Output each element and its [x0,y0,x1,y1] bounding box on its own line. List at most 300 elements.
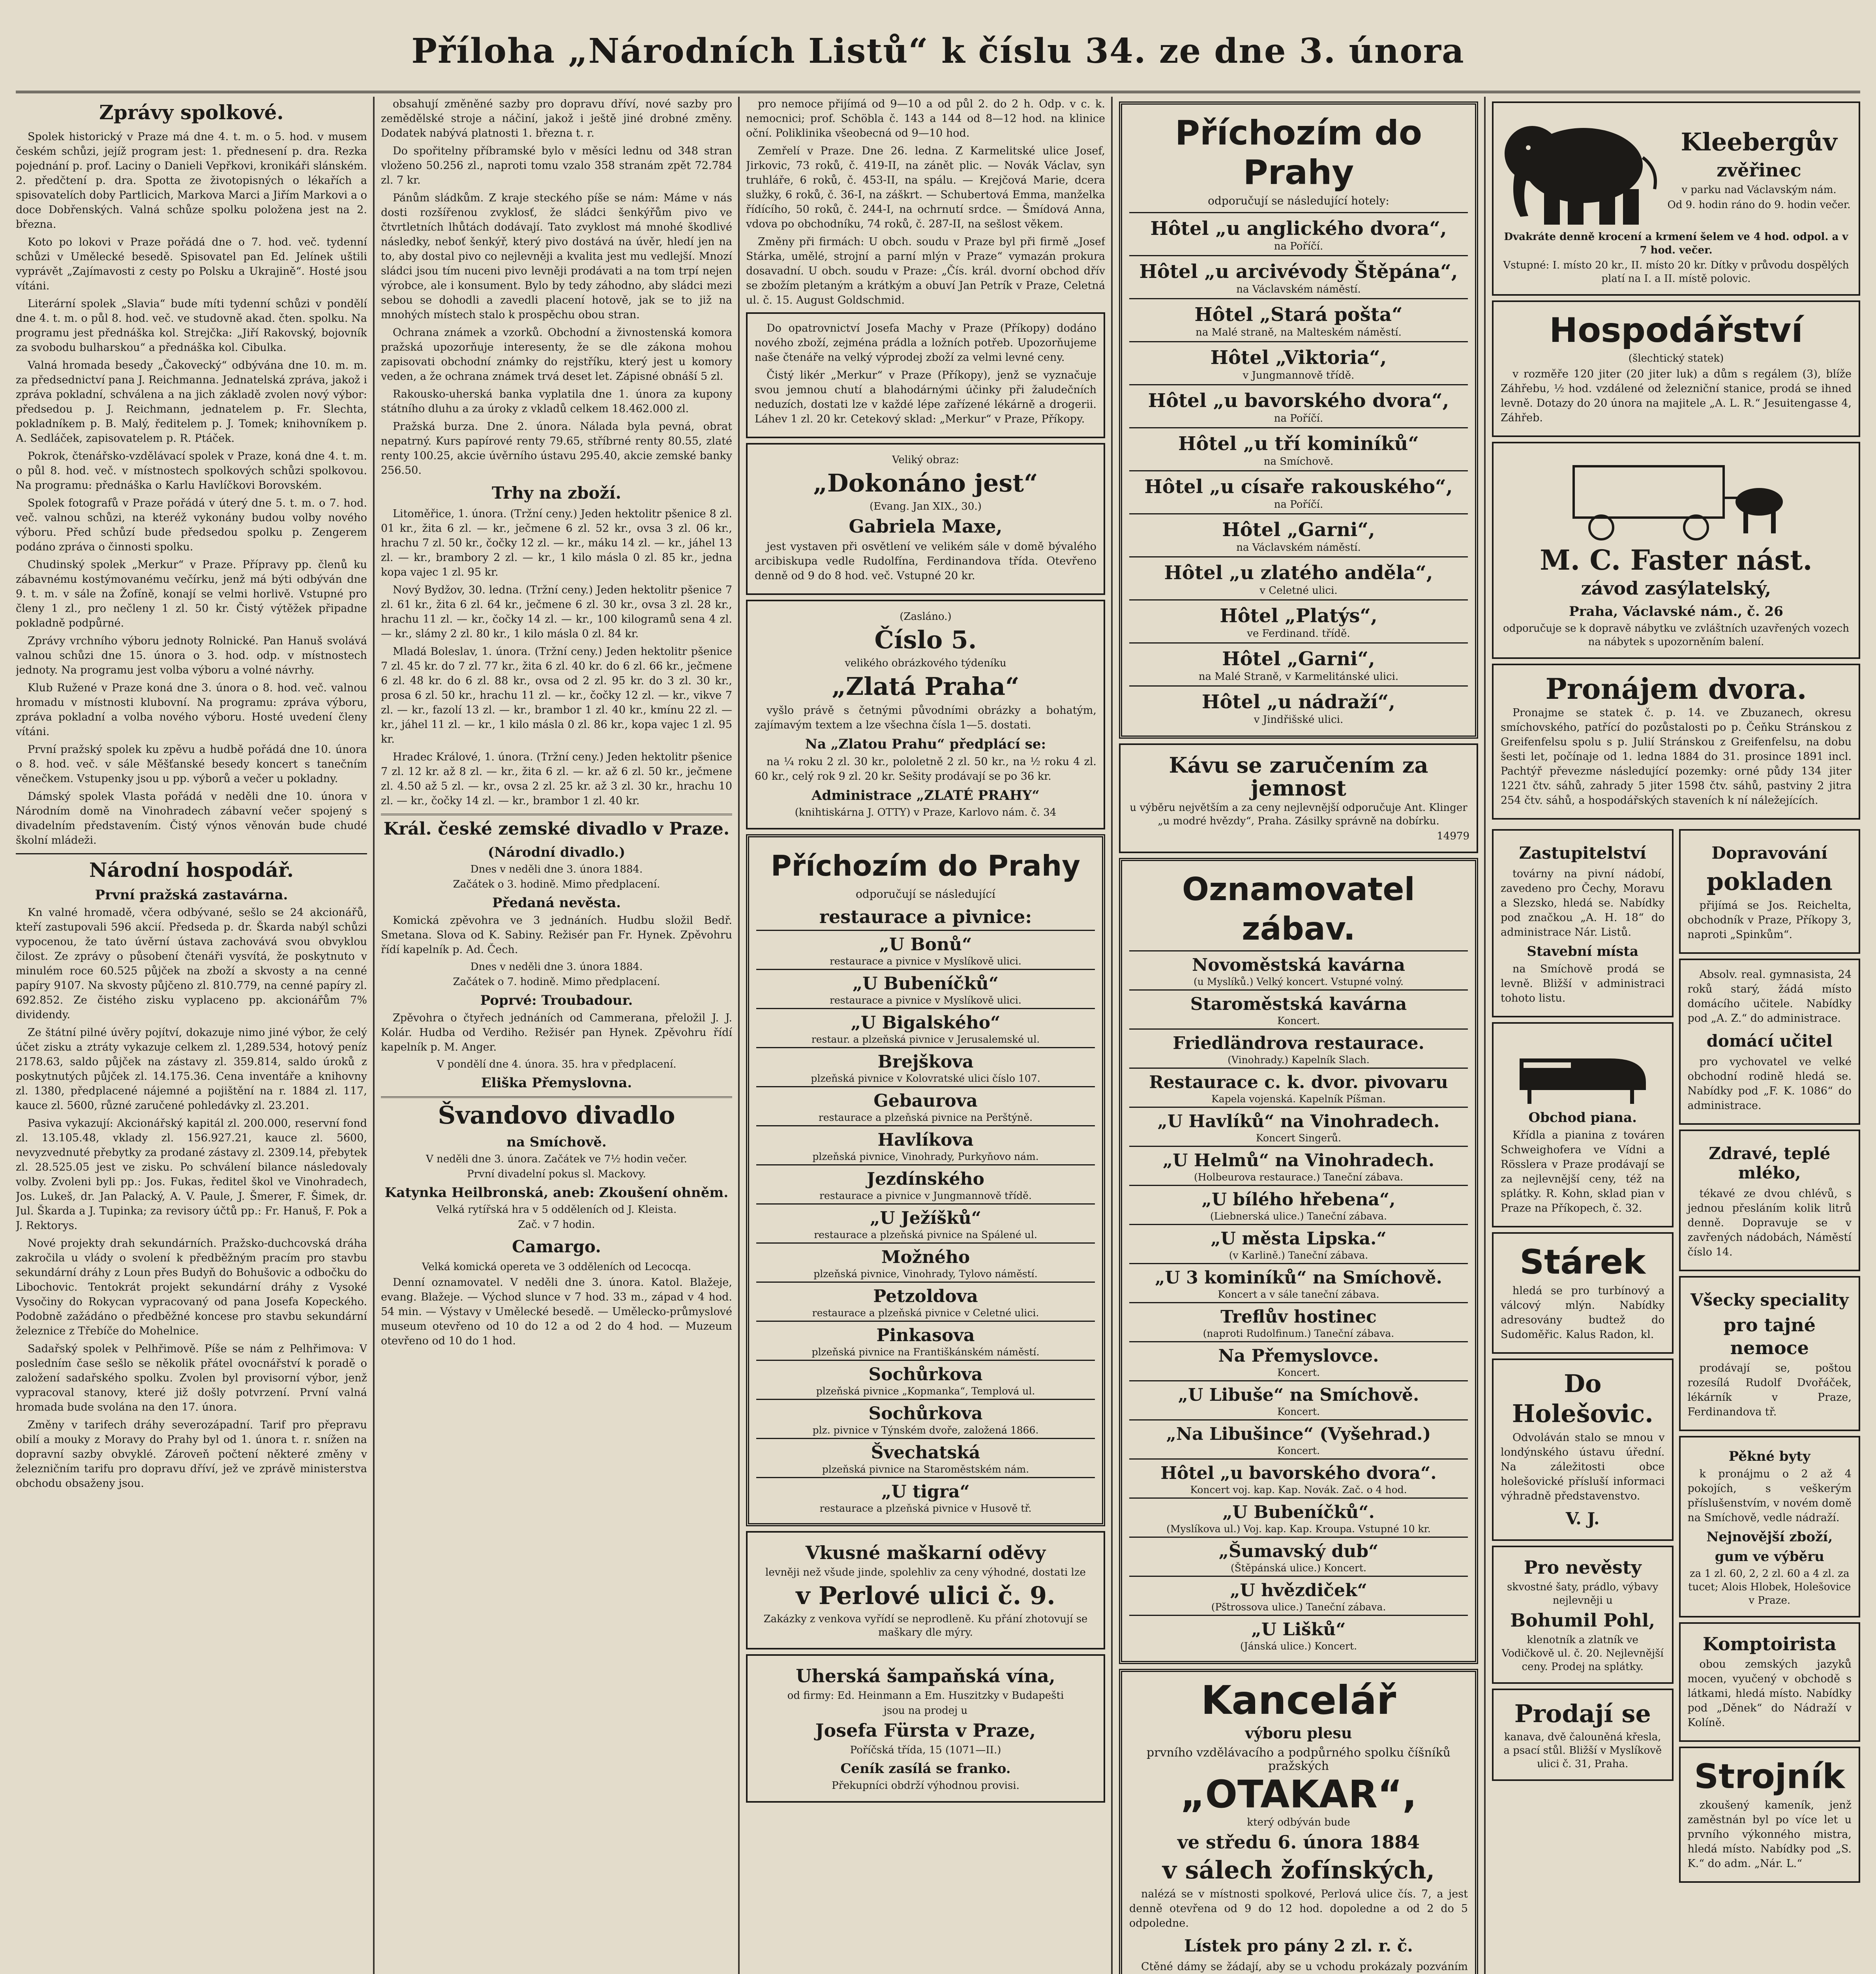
listing-name: Hôtel „u arcivévody Štěpána“, [1139,261,1458,283]
section-heading-trhy: Trhy na zboží. [492,483,621,503]
stavebni-text: na Smíchově prodá se levně. Bližší v administraci tohoto listu. [1501,963,1665,1004]
listing-name: Hôtel „Platýs“, [1220,605,1377,627]
obraz-title: „Dokonáno jest“ [813,469,1038,497]
listing-address: na Václavském náměstí. [1236,542,1361,554]
listing-entry [1129,1576,1468,1615]
masky-text: levněji než všude jinde, spolehliv za ceny výhodné, dostati lze [765,1567,1086,1578]
listing-address: v Jindřišské ulici. [1254,714,1344,726]
listing-name: Friedländrova restaurace. [1173,1033,1424,1053]
strojnik-ad [1679,1747,1861,1883]
article-paragraph: Spolek historický v Praze má dne 4. t. m. o 5. hod. v musem českém schůzi, jejíž program jest: 1. přednesení p. dra. Rezka pojednání p. prof. Laciny o Danieli Vepřkovi, kronikáři slánském. 2. předčtení p. dra. Spotta ze životopisných o lékařích a spisovatelích doby Partlicich, Markova Marci a Jiřím Markovi a o doce Dobřenských. Valná schůze spolku položena jest na 2. března. [16,131,367,231]
listing-name: „U tigra“ [881,1482,970,1502]
zlata-number: Číslo 5. [874,625,977,654]
kleeberg-feed: Dvakráte denně krocení a krmení šelem ve 4 hod. odpol. a v 7 hod. večer. [1504,231,1848,256]
holesovice-sign: V. J. [1565,1509,1600,1528]
listing-entry [1129,1224,1468,1263]
speciality-text: prodávají se, poštou rozesílá Rudolf Dvořáček, lékárník v Praze, Ferdinandova tř. [1687,1362,1852,1418]
svandovo-subheading: na Smíchově. [506,1134,607,1150]
listing-name: Staroměstská kavárna [1190,994,1407,1014]
listing-name: „U 3 kominíků“ na Smíchově. [1155,1268,1442,1288]
kancelar-name: „OTAKAR“, [1180,1772,1417,1816]
zlata-prices: na ¼ roku 2 zl. 30 kr., pololetně 2 zl. 50 kr., na ½ roku 4 zl. 60 kr., celý rok 9 zl. 20 kr. Sešity prodávají se po 36 kr. [755,756,1096,782]
listing-entry [1129,1537,1468,1576]
holesovice-title: Do Holešovic. [1512,1369,1653,1428]
speciality-ad [1679,1276,1861,1431]
listing-entry [1129,341,1468,384]
listing-name: Brejškova [877,1052,974,1072]
kancelar-sub2: prvního vzdělávacího a podpůrného spolku číšníků pražských [1147,1746,1451,1773]
sampanska-firm: od firmy: Ed. Heinmann a Em. Huszitzky v Budapešti [787,1690,1064,1702]
notice-box [746,312,1105,438]
section-divider [16,853,367,854]
listing-entry [1129,1497,1468,1537]
hospodarstvi-title: Hospodářství [1549,311,1803,350]
oznamovatel-list [1129,950,1468,1654]
listing-entry [756,1242,1095,1282]
article-paragraph: Zemřelí v Praze. Dne 26. ledna. Z Karmelitské ulice Josef, Jirkovic, 73 roků, č. 419-II, na zánět plic. — Novák Václav, syn truhláře, 6 roků, č. 453-II, na spálu. — Krejčová Marie, dcera služky, 6 roků, č. 36-I, na záškrt. — Schubertová Emma, manželka řídícího, 50 roků, č. 244-I, na ochrnutí srdce. — Šmídová Anna, vdova po obchodníku, 74 roků, č. 287-II, na sešlost věkem. [746,145,1105,230]
kancelar-sub: výboru plesu [1245,1724,1352,1742]
listing-entry [1129,1615,1468,1654]
listing-name: „U Helmů“ na Vinohradech. [1162,1150,1435,1171]
svandovo-play-title: Camargo. [512,1237,601,1256]
listing-name: „U Libuše“ na Smíchově. [1178,1385,1419,1405]
zlata-praha-ad [746,600,1105,829]
listing-name: Možného [881,1247,970,1267]
listing-entry [756,1203,1095,1242]
theatre-line: Zpěvohra o čtyřech jednáních od Cammerana, přeložil J. J. Kolár. Hudba od Verdiho. Režisér pan Hynek. Zpěvohru řídí kapelník p. M. Anger. [381,1012,732,1053]
listing-name: „U Havlíků“ na Vinohradech. [1157,1111,1440,1131]
obraz-label: Veliký obraz: [892,454,959,466]
listing-entry [1129,950,1468,989]
newspaper-page [16,12,1860,1974]
obraz-text: jest vystaven při osvětlení ve velikém sále v domě bývalého arcibiskupa vedle Rudolfína, Ferdinandova třída. Otevřeno denně od 9 do 8 hod. več. Vstupné 20 kr. [755,540,1096,582]
section-heading-hospodar: Národní hospodář. [89,858,294,882]
oznamovatel-ad [1119,858,1478,1664]
speciality-sub: pro tajné nemoce [1723,1314,1816,1359]
mleko-ad [1679,1130,1861,1271]
pronajem-title: Pronájem dvora. [1545,672,1807,706]
theatre-play-title: Předaná nevěsta. [492,895,621,911]
kleeberg-title: Kleebergův [1681,128,1837,156]
sampanska-agent: jsou na prodej u [883,1705,968,1717]
strojnik-text: zkoušený kameník, jenž zaměstnán byl po více let u prvního výkonného mistra, hledá místo. Nabídky pod „S. K.“ do adm. „Nár. L.“ [1687,1799,1852,1870]
masthead: Příloha „Národních Listů“ k číslu 34. ze dne 3. února [16,12,1860,93]
article-paragraph: Nové projekty drah sekundárních. Pražsko-duchcovská dráha zakročila u vlády o svolení k předběžným pracím pro stavbu sekundární dráhy z Loun přes Budyň do Bohušovic a odbočku do Libochovic. Tentokrát projekt sekundární dráhy z Vysoké Vysočiny do Rokycan vypracovaný od pana Josefa Kopeckého. Podobně zažádáno o předběžné koncese pro stavbu sekundární železnice z Třebíče do Mohelnice. [16,1237,367,1337]
listing-address: plz. pivnice v Týnském dvoře, založená 1866. [812,1424,1039,1436]
listing-address: (naproti Rudolfinum.) Taneční zábava. [1203,1328,1394,1339]
zastupitelstvi-ad [1492,829,1674,1017]
listing-address: (Vinohrady.) Kapelník Slach. [1228,1054,1370,1066]
starek-title: Stárek [1520,1242,1646,1282]
listing-address: (u Myslíků.) Velký koncert. Vstupné volný. [1194,976,1404,987]
dopravovani-sub: pokladen [1706,867,1833,896]
kancelar-text1: který odbýván bude [1247,1816,1350,1828]
svandovo-line: První divadelní pokus sl. Mackovy. [467,1168,646,1180]
kancelar-date: ve středu 6. února 1884 [1177,1831,1420,1853]
theatre-heading: Král. české zemské divadlo v Praze. [383,819,730,839]
hotels-title: Příchozím do Prahy [1175,113,1422,192]
listing-entry [756,1282,1095,1321]
piana-ad [1492,1022,1674,1227]
listing-address: plzeňská pivnice „Kopmanka“, Templová ul. [816,1385,1035,1397]
pronevesty-text: skvostné šaty, prádlo, výbavy nejlevněji u [1507,1581,1659,1606]
kleeberg-vstup: Vstupné: I. místo 20 kr., II. místo 20 kr. Dítky v průvodu dospělých platí na I. a II. místě polovic. [1503,259,1849,285]
denni-oznamovatel: Denní oznamovatel. V neděli dne 3. února. Katol. Blažeje, evang. Blažeje. — Východ slunce v 7 hod. 33 m., západ v 4 hod. 54 min. — Výstavy v Umělecké besedě. — Umělecko-průmyslové museum otevřeno od 10 do 12 a od 2 do 4 hod. — Muzeum otevřeno od 10 do 1 hod. [381,1276,732,1347]
listing-name: Havlíkova [877,1130,974,1150]
pronevesty-addr: klenotník a zlatník ve Vodičkově ul. č. 20. Nejlevnější ceny. Prodej na splátky. [1501,1634,1664,1673]
listing-address: Koncert Singerů. [1256,1132,1341,1144]
hotels-sub: odporučují se následující hotely: [1208,194,1389,207]
article-paragraph: pro nemoce přijímá od 9—10 a od půl 2. do 2 h. Odp. v c. k. nemocnici; prof. Schöbla č. 143 a 144 od 8—12 hod. na klinice oční. Poliklinika všeobecná od 9—10 hod. [746,98,1105,139]
dopravovani-title: Dopravování [1711,843,1828,863]
listing-address: (Jánská ulice.) Koncert. [1240,1640,1357,1652]
hospodarstvi-ad [1492,300,1860,437]
absolv-sub: domácí učitel [1706,1031,1833,1051]
masky-addr: v Perlové ulici č. 9. [796,1581,1055,1610]
listing-address: v Celetné ulici. [1259,585,1338,597]
listing-entry [756,1477,1095,1516]
notice-paragraph: Do opatrovnictví Josefa Machy v Praze (Příkopy) dodáno nového zboží, zejména prádla a ložních potřeb. Upozorňujeme naše čtenáře na velký výprodej zboží za velmi levné ceny. [755,322,1096,364]
listing-address: Kapela vojenská. Kapelník Píšman. [1211,1093,1386,1105]
listing-address: na Poříčí. [1274,499,1323,510]
kancelar-listek: Lístek pro pány 2 zl. r. č. [1184,1936,1413,1955]
column-2 [381,97,732,1974]
listing-name: Restaurace c. k. dvor. pivovaru [1149,1072,1448,1092]
listing-name: „U města Lipska.“ [1211,1229,1387,1249]
zlata-prices-heading: Na „Zlatou Prahu“ předplácí se: [805,736,1046,752]
article-paragraph: Dámský spolek Vlasta pořádá v neděli dne 10. února v Národním domě na Vinohradech zábavní večer spojený s divadelním představením. Čistý výnos věnován bude chudé školní mládeži. [16,790,367,846]
listing-entry [756,1047,1095,1086]
mleko-text: tékavé ze dvou chlévů, s jednou přesláním kolik litrů denně. Dopravuje se v zavřených nádobách, Náměstí číslo 14. [1687,1188,1852,1258]
komptoirista-title: Komptoirista [1702,1633,1837,1655]
listing-entry [756,930,1095,969]
listing-name: Hôtel „Garni“, [1222,648,1375,670]
subheading-zastavarna: První pražská zastavárna. [95,887,288,903]
absolv-ad [1679,959,1861,1125]
listing-entry [756,1399,1095,1438]
column-rule [738,97,740,1974]
listing-entry [1129,384,1468,427]
listing-name: Hôtel „u bavorského dvora“, [1148,390,1449,412]
listing-entry [1129,427,1468,470]
article-paragraph: Spolek fotografů v Praze pořádá v úterý dne 5. t. m. o 7. hod. več. valnou schůzi, na kteréž vykonány budou volby nového výboru. Před schůzí bude předsedou spolku p. Zengerem podáno zpráva o činnosti spolku. [16,497,367,553]
starek-ad [1492,1232,1674,1354]
absolv-text: Absolv. real. gymnasista, 24 roků starý, žádá místo domácího učitele. Nabídky pod „A. Z.“ do administrace. [1687,968,1852,1025]
listing-entry [756,1086,1095,1125]
listing-address: Koncert. [1277,1367,1320,1378]
article-paragraph: Pasiva vykazují: Akcionářský kapitál zl. 200.000, reservní fond zl. 13.105.48, vklady zl. 156.927.21, kauce zl. 5600, nevyzvednuté přebytky za prodané zástavy zl. 2309.14, přebytek zl. 28.525.05 jest ve zisku. Po schválení bilance následovaly volby. Zvoleni byli pp.: Jos. Fukas, ředitel škol ve Vinohradech, Jos. Lukeš, dr. Jan Palacký, A. V. Paule, J. Šmerer, F. Šimek, dr. Jul. Škarda a J. Tupinka; za revisory účtů pp.: Fr. Hanuš, F. Pok a J. Rektorys. [16,1117,367,1232]
article-paragraph: První pražský spolek ku zpěvu a hudbě pořádá dne 10. února o 8. hod. več. v sále Měšťanské besedy koncert s tanečním věnečkem. Vstupenky jsou u pp. výborů a večer u pokladny. [16,743,367,785]
restaurace-title: Příchozím do Prahy [770,849,1081,882]
market-paragraph: Nový Bydžov, 30. ledna. (Tržní ceny.) Jeden hektolitr pšenice 7 zl. 61 kr., žita 6 zl. 64 kr., ječmene 6 zl. 30 kr., ovsa 3 zl. 28 kr., hrachu 11 zl. — kr., čočky 14 zl. — kr., 100 kilogramů sena 4 zl. — kr., slámy 2 zl. 80 kr., 1 kilo másla 0 zl. 84 kr. [381,584,732,640]
hospodarstvi-text: v rozměře 120 jiter (20 jiter luk) a dům s regálem (3), blíže Záhřebu, ½ hod. vzdálené od železniční stanice, prodá se ihned levně. Dotazy do 20 února na majitele „A. L. R.“ Jesuitengasse 4, Záhřeb. [1501,368,1852,424]
kleeberg-sub: zvěřinec [1717,159,1801,181]
article-paragraph: Rakousko-uherská banka vyplatila dne 1. února za kupony státního dluhu a za úroky z vkladů celkem 18.462.000 zl. [381,388,732,415]
listing-name: „Na Libušince“ (Vyšehrad.) [1166,1424,1431,1444]
theatre-line: Dnes v neděli dne 3. února 1884. [470,863,643,875]
listing-address: (Pštrossova ulice.) Taneční zábava. [1211,1601,1386,1613]
listing-address: na Smíchově. [1263,456,1334,467]
column-rule [1484,97,1486,1974]
kancelar-title: Kancelář [1201,1677,1396,1723]
column-4 [1119,97,1478,1974]
listing-name: „Šumavský dub“ [1218,1541,1379,1561]
faster-text: odporučuje se k dopravě nábytku ve zvláštních uzavřených vozech na nábytek s upozorněním balení. [1503,623,1849,648]
listing-name: Hôtel „Viktoria“, [1210,347,1387,369]
listing-entry [1129,1185,1468,1224]
listing-entry [1129,212,1468,255]
listing-address: Koncert a v sále taneční zábava. [1218,1289,1379,1300]
listing-address: na Poříčí. [1274,413,1323,424]
dopravovani-text: přijímá se Jos. Reichelta, obchodník v Praze, Příkopy 3, naproti „Spinkům“. [1687,899,1852,941]
sampanska-ad [746,1654,1105,1803]
article-paragraph: Ze štátní pilné úvěry pojítví, dokazuje nimo jiné výbor, že celý účet zisku a ztráty vykazuje celkem zl. 1,289.534, hotový peníz 2178.63, saldo půjček na zástavy zl. 359.814, saldo úroků z poskytnutých půjček zl. 14.175.36. Cena inventáře a knihovny zl. 1380, předplacené nájemné a pojištění na r. 1884 zl. 117, kauce zl. 5600, různé zaručené pohledávky zl. 23.201. [16,1026,367,1112]
listing-name: „U Bubeníčků“. [1222,1502,1375,1522]
hotels-ad [1119,101,1478,739]
article-paragraph: Ochrana známek a vzorků. Obchodní a živnostenská komora pražská upozorňuje interesenty, že se dle zákona mohou zapisovati obchodní známky do rejstříku, který jest u komory veden, a že ochrana známek trvá deset let. Zápisné obnáší 5 zl. [381,326,732,383]
listing-entry [1129,599,1468,642]
listing-entry [1129,513,1468,556]
listing-address: (v Karlině.) Taneční zábava. [1229,1250,1368,1261]
listing-name: Hôtel „Garni“, [1222,519,1375,541]
pronajem-ad [1492,664,1860,820]
listing-address: (Liebnerská ulice.) Taneční zábava. [1210,1210,1387,1222]
masky-text2: Zakázky z venkova vyřídí se neprodleně. Ku přání zhotovují se maškary dle mýry. [763,1613,1088,1638]
listing-name: Hôtel „Stará pošta“ [1194,304,1403,326]
listing-name: Hôtel „u anglického dvora“, [1150,218,1447,240]
sampanska-extra: Překupníci obdrží výhodnou provisi. [832,1780,1020,1792]
listing-name: Švechatská [871,1443,980,1463]
listing-entry [1129,642,1468,685]
listing-address: na Malé straně, na Malteském náměstí. [1196,326,1402,338]
piana-text: Křídla a pianina z továren Schweighofera ve Vídni a Rösslera v Praze prodávají se za nejlevnější ceny, též na splátky. R. Kohn, sklad pian v Praze na Příkopech, č. 32. [1501,1129,1665,1214]
listing-address: (Štěpánská ulice.) Koncert. [1231,1562,1366,1574]
piano-illustration [1512,1035,1654,1106]
listing-name: „U Bigalského“ [851,1013,1001,1033]
sampanska-name: Josefa Fürsta v Praze, [815,1720,1036,1741]
obraz-author: Gabriela Maxe, [849,516,1003,537]
faster-title: M. C. Faster nást. [1540,544,1812,576]
listing-name: Hôtel „u bavorského dvora“. [1160,1463,1437,1483]
column-rule [1111,97,1113,1974]
elephant-illustration [1501,110,1666,229]
prodaji-text: kanava, dvě čalouněná křesla, a psací stůl. Bližší v Myslíkově ulici č. 31, Praha. [1503,1731,1662,1770]
listing-name: Hôtel „u zlatého anděla“, [1164,562,1433,584]
article-paragraph: Kn valné hromadě, včera odbývané, sešlo se 24 akcionářů, kteří zastupovali 596 akcií. Předseda p. dr. Škarda nabýl schůzi vypocenou, že tato úvěrní ústava zachovává svou obvyklou čilost. Ze zprávy o působení čtenáři vysvítá, že poskytnuto v minulém roce 60.525 půjček na zboží a skvosty a na cenné papíry 9107. Na skvosty půjčeno zl. 810.779, na cenné papíry zl. 692.852. Ze čistého zisku vyplaceno pp. akcionářům 7% dividendy. [16,906,367,1021]
restaurace-sub: odporučují se následující [856,888,995,901]
piana-title: Obchod piana. [1528,1110,1637,1126]
listing-address: plzeňská pivnice na Staroměstském nám. [822,1464,1029,1475]
pekne-price: za 1 zl. 60, 2, 2 zl. 60 a 4 zl. za tucet; Alois Hlobek, Holešovice v Praze. [1688,1568,1851,1606]
listing-name: Sochůrkova [868,1404,983,1424]
listing-entry [1129,1458,1468,1497]
article-paragraph: Valná hromada besedy „Čakovecký“ odbývána dne 10. m. m. za předsednictví pana J. Reichmanna. Jednatelská zpráva, jakož i zpráva pokladní, schválena a na jich základě zvolen nový výbor: předsedou p. J. Reichmann, jednatelem p. Fr. Slechta, pokladníkem p. B. Malý, ředitelem p. J. Tomek; knihovníkem p. A. Sedláček, zapisovatelem p. R. Ptáček. [16,359,367,445]
theatre-play-title: Eliška Přemyslovna. [481,1075,632,1091]
listing-name: Hôtel „u tří kominíků“ [1178,433,1419,455]
section-divider [381,814,732,815]
listing-entry [756,1321,1095,1360]
zlata-title: „Zlatá Praha“ [832,672,1020,701]
zastupitelstvi-text: továrny na pivní nádobí, zavedeno pro Čechy, Moravu a Slezsko, hledá se. Nabídky pod značkou „A. H. 18“ do administrace Nár. Listů. [1501,868,1665,938]
kancelar-place: v sálech žofínských, [1162,1856,1435,1884]
listing-address: (Myslíkova ul.) Voj. kap. Kap. Kroupa. Vstupné 10 kr. [1166,1523,1431,1535]
listing-name: „U Lišků“ [1251,1619,1346,1640]
article-paragraph: Chudinský spolek „Merkur“ v Praze. Přípravy pp. členů ku zábavnému kostýmovanému večírku, jenž má býti odbýván dne 9. t. m. v sále na Žofíně, konají se velmi horlivě. Vstupné pro členy 1 zl., pro nečleny 1 zl. 50 kr. Čistý výtěžek připadne pokladně podpůrné. [16,559,367,629]
holesovice-text: Odvoláván stalo se mnou v londýnského ústavu úřední. Na záležitosti obce holešovické přísluší informaci výhradně představenstvo. [1501,1432,1665,1502]
listing-address: restaur. a plzeňská pivnice v Jerusalemské ul. [811,1034,1040,1045]
listing-address: Koncert. [1277,1406,1320,1417]
listing-entry [756,969,1095,1008]
kavu-title: Kávu se zaručením za jemnost [1169,752,1428,801]
section-heading-spolkove: Zprávy spolkové. [99,101,284,124]
listing-entry [756,1164,1095,1203]
holesovice-ad [1492,1359,1674,1541]
mleko-title: Zdravé, teplé mléko, [1709,1144,1831,1182]
listing-name: Hôtel „u nádraží“, [1201,691,1395,713]
article-paragraph: Zprávy vrchního výboru jednoty Rolnické. Pan Hanuš svolává valnou schůzi dne 15. února o 3. hod. odp. v místnostech jednoty. Na programu jest volba výboru a volné návrhy. [16,635,367,676]
svandovo-line: Velká rytířská hra v 5 odděleních od J. Kleista. [436,1204,677,1216]
sampanska-title: Uherská šampaňská vína, [796,1665,1055,1687]
column-5 [1492,97,1860,1974]
listing-entry [1129,298,1468,341]
kancelar-ad [1119,1669,1478,1974]
faster-sub: závod zasýlatelský, [1581,578,1771,599]
column-3 [746,97,1105,1974]
listing-entry [1129,1341,1468,1380]
listing-entry [1129,556,1468,599]
column-rule [373,97,375,1974]
listing-entry [1129,989,1468,1028]
obraz-ad [746,443,1105,595]
strojnik-title: Strojník [1694,1757,1845,1796]
theatre-play-title: Poprvé: Troubadour. [480,993,633,1008]
market-paragraph: Mladá Boleslav, 1. února. (Tržní ceny.) Jeden hektolitr pšenice 7 zl. 45 kr. do 7 zl. 77 kr., žita 6 zl. 40 kr. do 6 zl. 66 kr., ječmene 6 zl. 48 kr. do 6 zl. 88 kr., ovsa od 2 zl. 95 kr. do 3 zl. 30 kr., prosa 6 zl. 50 kr., hrachu 11 zl. — kr., čočky 12 zl. — kr., vikve 7 zl. — kr., fazolí 13 zl. — kr., brambor 1 zl. 40 kr., kmínu 22 zl. — kr., jáhel 11 zl. — kr., 1 kilo másla 0 zl. 86 kr., kopa vajec 1 zl. 95 kr. [381,645,732,745]
listing-name: Gebaurova [873,1091,978,1111]
article-paragraph: Literární spolek „Slavia“ bude míti tydenní schůzi v pondělí dne 4. t. m. o půl 8. hod. več. ve studovně akad. čten. spolku. Na programu jest přednáška kol. Strejčka: „Jiří Rakovský, bojovník za svobodu bulharskou“ a přednáška kol. Cibulka. [16,298,367,354]
article-paragraph: Změny při firmách: U obch. soudu v Praze byl při firmě „Josef Stárka, umělé, strojní a parní mlýn v Praze“ vymazán prokura dosavadní. U obch. soudu v Praze: „Čís. král. dvorní obchod dřív se zbožím pletaným a krátkým a obuví Jan Petrík v Praze, Celetná ul. č. 15. August Goldschmid. [746,236,1105,306]
hospodarstvi-sub: (šlechtický statek) [1628,353,1724,364]
kancelar-text2: nalézá se v místnosti spolkové, Perlová ulice čís. 7, a jest denně otevřena od 9 do 12 hod. dopoledne a od 2 do 5 odpoledne. [1129,1888,1468,1929]
masky-ad [746,1531,1105,1649]
theatre-subheading: (Národní divadlo.) [487,844,626,860]
section-divider [381,1096,732,1098]
listing-address: Koncert. [1277,1015,1320,1026]
pekne-sub: Nejnovější zboží, [1706,1529,1833,1545]
zastupitelstvi-title: Zastupitelství [1519,843,1646,863]
restaurace-list [756,930,1095,1516]
theatre-line: Začátek o 3. hodině. Mimo předplacení. [453,878,660,890]
faster-ad [1492,442,1860,659]
listing-address: restaurace a plzeňská pivnice na Perštýně. [818,1112,1033,1123]
pekne-ad [1679,1436,1861,1617]
listing-name: „U bílého hřebena“, [1201,1190,1396,1210]
listing-name: Petzoldova [873,1286,978,1306]
kancelar-text3: Ctěné dámy se žádají, aby se u vchodu prokázaly pozváním [1141,1961,1468,1973]
listing-entry [1129,1263,1468,1302]
prodaji-title: Prodají se [1514,1699,1651,1728]
listing-address: Koncert voj. kap. Kap. Novák. Zač. o 4 hod. [1190,1484,1407,1496]
sampanska-cenik: Ceník zasílá se franko. [840,1761,1011,1777]
listing-address: restaurace a plzeňská pivnice v Celetné ulici. [812,1307,1039,1319]
zlata-sub: velikého obrázkového týdeníku [845,657,1006,669]
obraz-sub: (Evang. Jan XIX., 30.) [870,501,982,512]
listing-entry [1129,1028,1468,1068]
listing-entry [756,1438,1095,1477]
zlata-label: (Zasláno.) [900,611,952,623]
theatre-line: Začátek o 7. hodině. Mimo předplacení. [453,976,660,988]
listing-address: restaurace a pivnice v Myslíkově ulici. [830,995,1021,1006]
sampanska-addr: Poříčská třída, 15 (1071—II.) [850,1744,1001,1756]
listing-entry [756,1008,1095,1047]
listing-address: restaurace a plzeňská pivnice na Spálené ul. [814,1229,1037,1240]
notice-paragraph: Čistý likér „Merkur“ v Praze (Příkopy), jenž se vyznačuje svou jemnou chutí a blahodárnými účinky při žaludečních neduzích, dostati lze v každé lépe zařízené lékárně a drogerii. Láhev 1 zl. 20 kr. Cetekový sklad: „Merkur“ v Praze, Příkopy. [755,369,1096,425]
kleeberg-text: Od 9. hodin ráno do 9. hodin večer. [1667,199,1851,211]
listing-address: plzeňská pivnice, Vinohrady, Purkyňovo nám. [812,1151,1039,1162]
article-paragraph: Pokrok, čtenářsko-vzdělávací spolek v Praze, koná dne 4. t. m. o půl 8. hod. več. v místnostech spolkových schůzi spolkovou. Na programu: přednáška o Karlu Havlíčkovi Borovském. [16,450,367,492]
restaurace-ad [746,834,1105,1526]
kavu-num: 14979 [1437,830,1469,842]
svandovo-line: Zač. v 7 hodin. [518,1219,595,1231]
listing-name: Pinkasova [876,1325,975,1345]
listing-address: restaurace a pivnice v Myslíkově ulici. [830,955,1021,967]
wagon-illustration [1558,454,1795,541]
article-paragraph: Pánům sládkům. Z kraje steckého píše se nám: Máme v nás dosti rozšířenou zvyklosť, že sládci šenkýřům pivo ve čtvrtletních lhůtách dodávají. Tato zvyklost má mnohé škodlivé následky, neboť šenkýř, který pivo dostává na úvěr, hledí jen na to, aby dostal pivo co nejlevněji a kvalita jest mu vedlejší. Mnozí sládci jsou tím nuceni pivo levněji prodávati a na tom trpí nejen výrobce, ale i konsument. Bylo by tedy záhodno, aby sládci mezi sebou se dohodli a zavedli placení hotově, jak se to již na mnohých místech stalo k prospěchu obou stran. [381,192,732,321]
listing-entry [1129,685,1468,728]
oznamovatel-title: Oznamovatel zábav. [1182,871,1415,947]
svandovo-heading: Švandovo divadlo [438,1101,675,1130]
listing-name: Hôtel „u císaře rakouského“, [1144,476,1453,498]
listing-entry [1129,1146,1468,1185]
kleeberg-place: v parku nad Václavským nám. [1681,184,1837,196]
zlata-admin: Administrace „ZLATÉ PRAHY“ [811,788,1040,803]
market-paragraph: Litoměřice, 1. února. (Tržní ceny.) Jeden hektolitr pšenice 8 zl. 01 kr., žita 6 zl. — kr., ječmene 6 zl. 52 kr., ovsa 3 zl. 06 kr., hrachu 7 zl. 50 kr., čočky 12 zl. — kr., máku 14 zl. — kr., jáhel 13 zl. — kr., brambory 2 zl. — kr., 1 kilo másla 0 zl. 85 kr., jedna kopa vajec 1 zl. 95 kr. [381,508,732,578]
article-paragraph: Klub Ružené v Praze koná dne 3. února o 8. hod. več. valnou hromadu v místnosti klubovní. Na programu: zpráva výboru, zpráva pokladní a volba nového výboru. Hosté uvedení členy vítáni. [16,682,367,738]
listing-name: Novoměstská kavárna [1192,955,1405,975]
listing-address: v Jungmannově třídě. [1243,370,1355,381]
listing-address: restaurace a pivnice v Jungmannově třídě. [819,1190,1032,1201]
komptoirista-text: obou zemských jazyků mocen, vyučený v obchodě s látkami, hledá místo. Nabídky pod „Děnek“ do Nádraží v Kolíně. [1687,1658,1852,1729]
faster-addr: Praha, Václavské nám., č. 26 [1569,604,1783,619]
prodaji-ad [1492,1689,1674,1781]
pronajem-text: Pronajme se statek č. p. 14. ve Zbuzanech, okresu smíchovského, patřící do pozůstalosti po p. Čeňku Stránskou z Greifenfelsu spolu s p. Julií Stránskou z Greifenfelsu, na dobu šesti let, počínaje od 1. ledna 1884 do 31. prosince 1891 incl. Pachtýř převezme následující pozemky: orné půdy 134 jiter 1221 čtv. sáhů, zahrady 5 jiter 1598 čtv. sáhů, pastviny 2 jitra 254 čtv. sáhů, a hospodářských staveních k ní náležejících. [1501,707,1852,807]
listing-entry [1129,1302,1468,1341]
listing-address: plzeňská pivnice v Kolovratské ulici číslo 107. [811,1073,1040,1084]
listing-entry [1129,255,1468,298]
svandovo-play-title: Katynka Heilbronská, aneb: Zkoušení ohněm. [384,1185,729,1201]
listing-name: Na Přemyslovce. [1218,1346,1379,1366]
listing-name: „U Bonů“ [879,934,972,955]
restaurace-heading: restaurace a pivnice: [819,906,1032,927]
listing-entry [1129,1068,1468,1107]
article-paragraph: Sadařský spolek v Pelhřimově. Píše se nám z Pelhřimova: V posledním čase sešlo se několik přátel ovocnářství k poradě o založení sadařského spolku. Zvolen byl provisorní výbor, jenž vypracoval stanovy, které již došly potvrzení. První valná hromada bude svolána na den 17. února. [16,1343,367,1413]
article-paragraph: Koto po lokovi v Praze pořádá dne o 7. hod. več. tydenní schůzi v Umělecké besedě. Spisovatel pan Ed. Jelínek uštili vyprávět „Zajímavosti z cesty po Polsku a Ukrajině“. Hosté jsou vítáni. [16,236,367,292]
listing-name: „U Bubeníčků“ [852,974,999,994]
listing-name: Treflův hostinec [1220,1307,1377,1327]
article-paragraph: Pražská burza. Dne 2. února. Nálada byla pevná, obrat nepatrný. Kurs papírové renty 79.65, stříbrné renty 80.55, zlaté renty 100.25, akcie úvěrního ústavu 295.40, akcie zemské banky 256.50. [381,420,732,477]
kleeberg-ad [1492,101,1860,296]
theatre-line: Dnes v neděli dne 3. února 1884. [470,961,643,973]
article-paragraph: obsahují změněné sazby pro dopravu dříví, nové sazby pro zemědělské stroje a náčiní, jakož i ještě jiné drobné změny. Dodatek nabývá platnosti 1. března t. r. [381,98,732,139]
listing-entry [1129,1380,1468,1419]
speciality-title: Všecky speciality [1690,1290,1849,1310]
kavu-text: u výběru největším a za ceny nejlevnější odporučuje Ant. Klinger „u modré hvězdy“, Praha. Zásilky správně na dobírku. [1130,802,1467,827]
dopravovani-ad [1679,829,1861,954]
stavebni-title: Stavební místa [1527,944,1639,959]
absolv-text2: pro vychovatel ve velké obchodní rodině hledá se. Nabídky pod „F. K. 1086“ do administrace. [1687,1056,1852,1112]
starek-text: hledá se pro turbínový a válcový mlýn. Nabídky adresovány budtež do Sudoměřic. Kalus Radon, kl. [1501,1285,1665,1341]
column-1 [16,97,367,1974]
zlata-text: vyšlo právě s četnými původními obrázky a bohatým, zajímavým textem a lze všechna čísla 1—5. dostati. [755,704,1096,731]
